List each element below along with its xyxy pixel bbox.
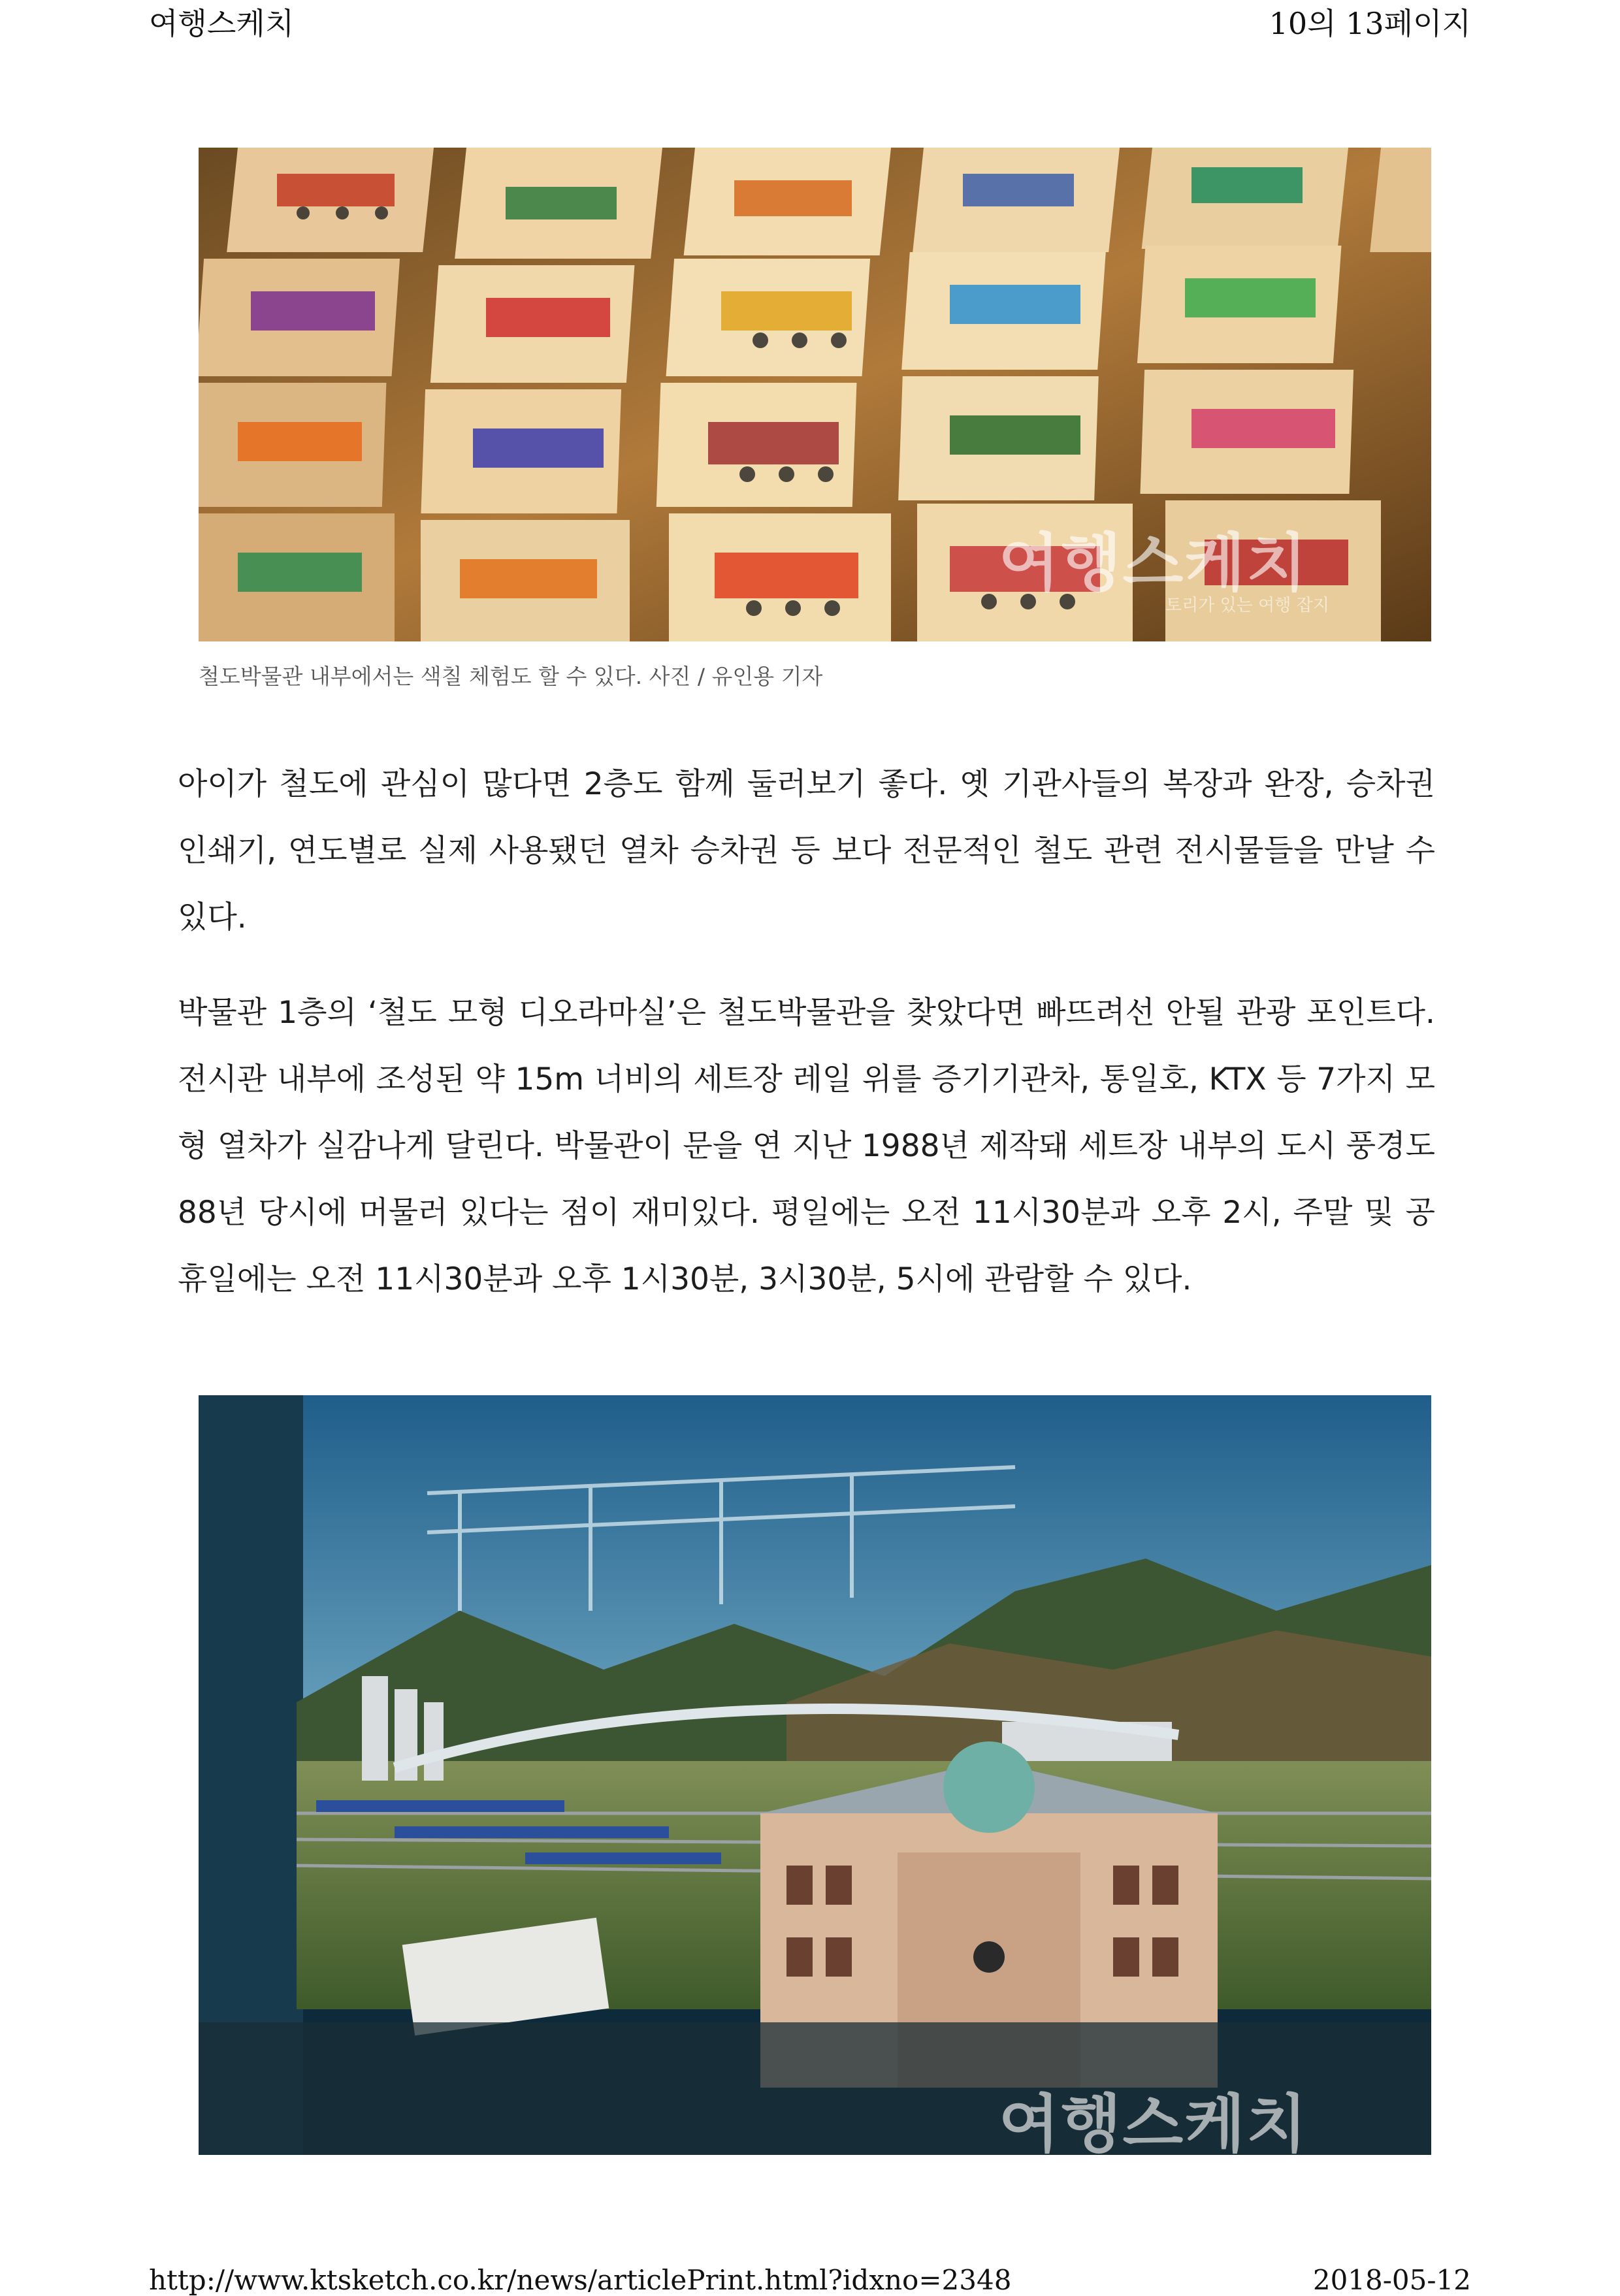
photo1-watermark: 여행스케치 <box>999 526 1308 600</box>
photo1-watermark-sub: 토리가 있는 여행 잡지 <box>1165 596 1329 615</box>
print-date: 2018-05-12 <box>1312 2264 1471 2296</box>
page-url: http://www.ktsketch.co.kr/news/articlePrint.html?idxno=2348 <box>149 2264 1012 2296</box>
print-footer <box>149 2264 1471 2296</box>
article-paragraph-1: 아이가 철도에 관심이 많다면 2층도 함께 둘러보기 좋다. 옛 기관사들의 복장과 완장, 승차권 인쇄기, 연도별로 실제 사용됐던 열차 승차권 등 보다 전문적인 철도 관련 전시물들을 만날 수 있다. <box>178 766 1435 935</box>
railway-diorama-photo <box>199 1395 1431 2155</box>
diorama-illustration <box>199 1395 1431 2155</box>
page-indicator: 10의 13페이지 <box>1269 6 1471 41</box>
article-paragraph-2: 박물관 1층의 ‘철도 모형 디오라마실’은 철도박물관을 찾았다면 빠뜨려선 안될 관광 포인트다. 전시관 내부에 조성된 약 15m 너비의 세트장 레일 위를 증기기관차, 통일호, KTX 등 7가지 모형 열차가 실감나게 달린다. 박물관이 문을 연 지난 1988년 제작돼 세트장 내부의 도시 풍경도 88년 당시에 머물러 있다는 점이 재미있다. 평일에는 오전 11시30분과 오후 2시, 주말 및 공휴일에는 오전 11시30분과 오후 1시30분, 3시30분, 5시에 관람할 수 있다. <box>178 995 1435 1297</box>
print-header <box>149 0 1471 46</box>
site-title: 여행스케치 <box>149 6 295 41</box>
train-drawings-photo <box>199 148 1431 641</box>
photo2-watermark: 여행스케치 <box>999 2088 1308 2155</box>
photo1-caption: 철도박물관 내부에서는 색칠 체험도 할 수 있다. 사진 / 유인용 기자 <box>199 664 823 689</box>
